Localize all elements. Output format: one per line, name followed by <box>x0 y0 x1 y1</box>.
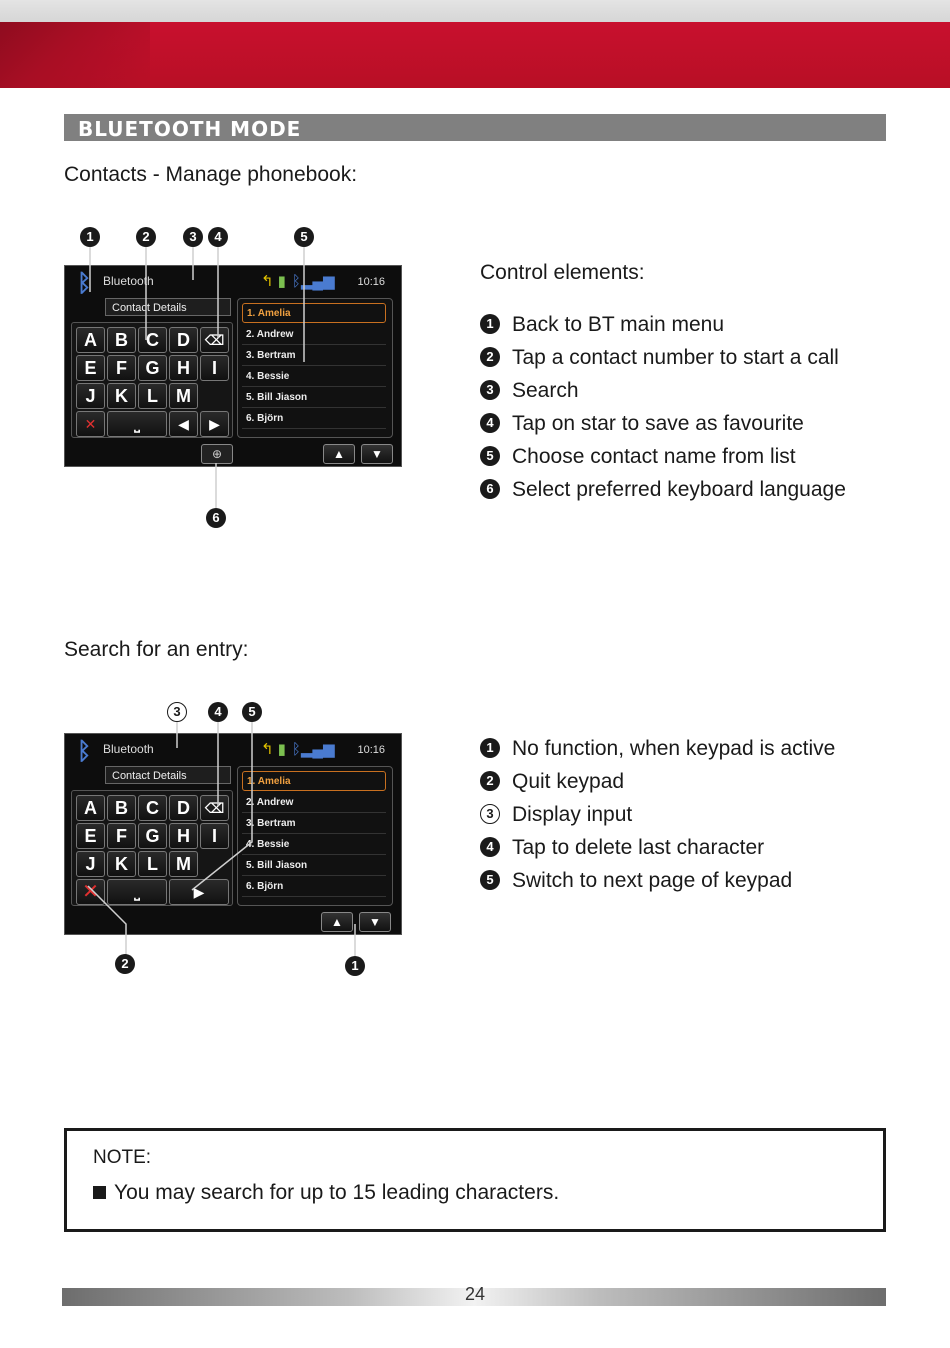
list-item[interactable]: 2. Andrew <box>242 325 386 345</box>
list-item[interactable]: 3. Bertram <box>242 346 386 366</box>
key-e[interactable]: E <box>76 355 105 381</box>
item-text: Select preferred keyboard language <box>512 478 846 501</box>
key-f[interactable]: F <box>107 355 136 381</box>
key-i[interactable]: I <box>200 823 229 849</box>
list-item[interactable]: 4. Bessie <box>242 367 386 387</box>
callout-bottom-3: 3 <box>167 702 187 722</box>
item-text: Choose contact name from list <box>512 445 796 468</box>
callout-bottom-1: 1 <box>345 956 365 976</box>
list-item <box>480 440 846 473</box>
header-band <box>0 0 950 88</box>
battery-icon: ▮ <box>277 273 286 290</box>
scroll-up-icon[interactable]: ▲ <box>321 912 353 932</box>
callout-top-5: 5 <box>294 227 314 247</box>
list-item <box>480 374 846 407</box>
callout-bottom-5: 5 <box>242 702 262 722</box>
callout: 5 <box>480 446 500 466</box>
scroll-up-icon[interactable]: ▲ <box>323 444 355 464</box>
list-item[interactable]: 2. Andrew <box>242 793 386 813</box>
key-h[interactable]: H <box>169 355 198 381</box>
bluetooth-icon[interactable]: ᛒ <box>77 270 92 297</box>
list-item[interactable]: 6. Björn <box>242 409 386 429</box>
contact-list <box>237 298 393 438</box>
key-c[interactable]: C <box>138 327 167 353</box>
battery-icon: ▮ <box>277 741 286 758</box>
key-d[interactable]: D <box>169 795 198 821</box>
section-bar <box>64 114 886 141</box>
callout-top-1: 1 <box>80 227 100 247</box>
left-arrow-icon[interactable]: ◀ <box>169 411 198 437</box>
key-f[interactable]: F <box>107 823 136 849</box>
list-item <box>480 864 835 897</box>
globe-icon[interactable]: ⊕ <box>201 444 233 464</box>
item-text: No function, when keypad is active <box>512 737 836 760</box>
callout: 4 <box>480 413 500 433</box>
list-item <box>480 407 846 440</box>
list-item[interactable]: 4. Bessie <box>242 835 386 855</box>
note-title: NOTE: <box>93 1147 152 1168</box>
space-key[interactable]: ⎵ <box>107 879 167 905</box>
scroll-down-icon[interactable]: ▼ <box>359 912 391 932</box>
item-text: Tap on star to save as favourite <box>512 412 804 435</box>
key-b[interactable]: B <box>107 795 136 821</box>
key-b[interactable]: B <box>107 327 136 353</box>
callout-top-2: 2 <box>136 227 156 247</box>
status-bar <box>65 734 401 768</box>
callout: 2 <box>480 347 500 367</box>
callout: 5 <box>480 870 500 890</box>
list-item[interactable]: 1. Amelia <box>242 303 386 323</box>
callout-bottom-4: 4 <box>208 702 228 722</box>
page-number: 24 <box>464 1284 486 1304</box>
key-g[interactable]: G <box>138 355 167 381</box>
list-item <box>480 473 846 506</box>
item-text: Switch to next page of keypad <box>512 869 793 892</box>
screen-search <box>64 733 402 935</box>
callout-top-3: 3 <box>183 227 203 247</box>
clock: 10:16 <box>357 744 385 756</box>
backspace-key[interactable]: ⌫ <box>200 795 229 821</box>
list-item <box>480 341 846 374</box>
right-arrow-icon[interactable]: ▶ <box>200 411 229 437</box>
item-text: Tap a contact number to start a call <box>512 346 839 369</box>
status-bar <box>65 266 401 300</box>
contact-details-field[interactable]: Contact Details <box>105 298 231 316</box>
note-text-row <box>93 1181 559 1205</box>
status-icons <box>261 272 335 290</box>
list-item[interactable]: 5. Bill Jiason <box>242 388 386 408</box>
keypad <box>71 790 233 906</box>
item-text: Back to BT main menu <box>512 313 725 336</box>
back-arrow-icon[interactable]: ↰ <box>261 741 274 758</box>
backspace-key[interactable]: ⌫ <box>200 327 229 353</box>
key-m[interactable]: M <box>169 851 198 877</box>
list-item <box>480 765 835 798</box>
signal-icon: ᛒ▂▄▆ <box>291 273 335 290</box>
note-text: You may search for up to 15 leading characters. <box>114 1181 560 1204</box>
contact-details-field[interactable]: Contact Details <box>105 766 231 784</box>
item-text: Search <box>512 379 579 402</box>
clock: 10:16 <box>357 276 385 288</box>
list-item[interactable]: 6. Björn <box>242 877 386 897</box>
callout-top-6: 6 <box>206 508 226 528</box>
callout: 4 <box>480 837 500 857</box>
search-list <box>480 732 835 897</box>
list-item <box>480 831 835 864</box>
control-list <box>480 308 846 506</box>
contact-list <box>237 766 393 906</box>
screen-title: Bluetooth <box>103 742 154 756</box>
key-l[interactable]: L <box>138 383 167 409</box>
next-page-icon[interactable]: ▶ <box>169 879 229 905</box>
item-text: Quit keypad <box>512 770 625 793</box>
scroll-down-icon[interactable]: ▼ <box>361 444 393 464</box>
key-h[interactable]: H <box>169 823 198 849</box>
key-a[interactable]: A <box>76 795 105 821</box>
space-key[interactable]: ⎵ <box>107 411 167 437</box>
key-l[interactable]: L <box>138 851 167 877</box>
list-item[interactable]: 5. Bill Jiason <box>242 856 386 876</box>
key-j[interactable]: J <box>76 851 105 877</box>
status-icons <box>261 740 335 758</box>
key-g[interactable]: G <box>138 823 167 849</box>
control-heading: Control elements: <box>480 261 645 284</box>
close-keypad-icon[interactable]: ✕ <box>76 879 105 905</box>
bluetooth-icon[interactable]: ᛒ <box>77 738 92 765</box>
key-a[interactable]: A <box>76 327 105 353</box>
callout: 1 <box>480 314 500 334</box>
list-item <box>480 732 835 765</box>
close-keypad-icon[interactable]: ✕ <box>76 411 105 437</box>
key-i[interactable]: I <box>200 355 229 381</box>
section-title: BLUETOOTH MODE <box>78 117 302 141</box>
list-item[interactable]: 1. Amelia <box>242 771 386 791</box>
key-j[interactable]: J <box>76 383 105 409</box>
list-item <box>480 798 835 831</box>
key-c[interactable]: C <box>138 795 167 821</box>
key-d[interactable]: D <box>169 327 198 353</box>
item-text: Display input <box>512 803 633 826</box>
item-text: Tap to delete last character <box>512 836 765 859</box>
callout: 6 <box>480 479 500 499</box>
callout: 2 <box>480 771 500 791</box>
callout: 1 <box>480 738 500 758</box>
list-item <box>480 308 846 341</box>
bullet-icon <box>93 1186 106 1199</box>
contacts-heading: Contacts - Manage phonebook: <box>64 163 358 186</box>
key-m[interactable]: M <box>169 383 198 409</box>
keypad <box>71 322 233 438</box>
key-k[interactable]: K <box>107 383 136 409</box>
key-k[interactable]: K <box>107 851 136 877</box>
callout: 3 <box>480 380 500 400</box>
callout-top-4: 4 <box>208 227 228 247</box>
list-item[interactable]: 3. Bertram <box>242 814 386 834</box>
signal-icon: ᛒ▂▄▆ <box>291 741 335 758</box>
search-heading: Search for an entry: <box>64 638 249 661</box>
callout-bottom-2: 2 <box>115 954 135 974</box>
back-arrow-icon[interactable]: ↰ <box>261 273 274 290</box>
key-e[interactable]: E <box>76 823 105 849</box>
callout: 3 <box>480 804 500 824</box>
note-box <box>64 1128 886 1232</box>
screen-contacts <box>64 265 402 467</box>
screen-title: Bluetooth <box>103 274 154 288</box>
